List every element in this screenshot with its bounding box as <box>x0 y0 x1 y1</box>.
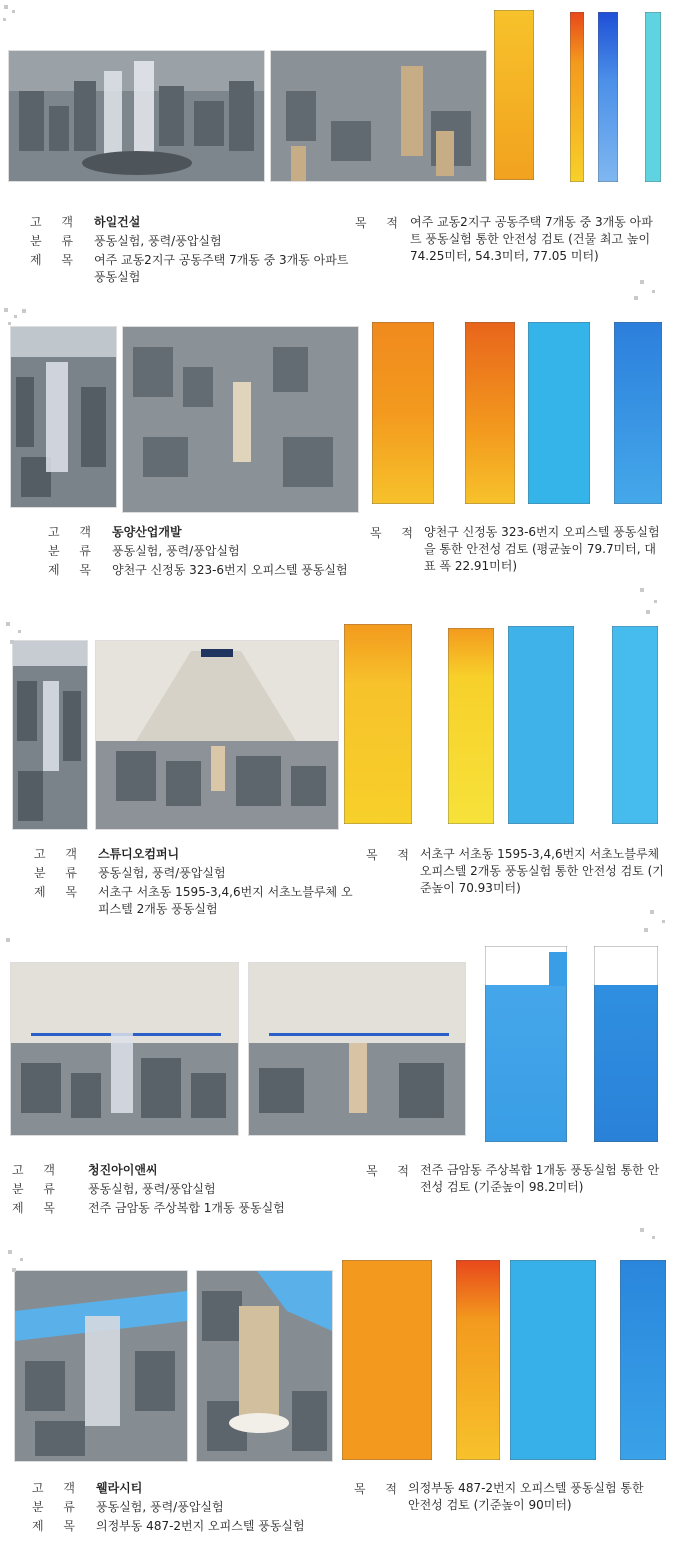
purpose-value: 전주 금암동 주상복합 1개동 풍동실험 통한 안전성 검토 (기준높이 98.2미터) <box>420 1163 660 1194</box>
purpose-value: 서초구 서초동 1595-3,4,6번지 서초노블루체 오피스텔 2개동 풍동실험 통한 안전성 검토 (기준높이 70.93미터) <box>420 847 664 895</box>
category-label: 분 류 <box>12 1182 63 1196</box>
purpose-value: 의정부동 487-2번지 오피스텔 풍동실험 통한 안전성 검토 (기준높이 90미터) <box>408 1481 644 1512</box>
category-value: 풍동실험, 풍력/풍압실험 <box>96 1500 224 1514</box>
title-label: 제 목 <box>34 885 85 899</box>
title-value: 서초구 서초동 1595-3,4,6번지 서초노블루체 오피스텔 2개동 풍동실험 <box>98 885 353 916</box>
client-name: 청진아이앤씨 <box>88 1163 158 1177</box>
client-name: 웰라시티 <box>96 1481 143 1495</box>
category-value: 풍동실험, 풍력/풍압실험 <box>94 234 222 248</box>
category-value: 풍동실험, 풍력/풍압실험 <box>112 544 240 558</box>
category-label: 분 류 <box>34 866 85 880</box>
client-name: 하일건설 <box>94 215 141 229</box>
client-label: 고 객 <box>48 525 99 539</box>
title-label: 제 목 <box>30 253 81 267</box>
category-value: 풍동실험, 풍력/풍압실험 <box>88 1182 216 1196</box>
purpose-value: 여주 교동2지구 공동주택 7개동 중 3개동 아파트 풍동실험 통한 안전성 검토 (건물 최고 높이 74.25미터, 54.3미터, 77.05 미터) <box>410 215 653 263</box>
category-label: 분 류 <box>48 544 99 558</box>
purpose-label: 목 적 <box>355 216 406 230</box>
client-name: 동양산업개발 <box>112 525 182 539</box>
title-value: 전주 금암동 주상복합 1개동 풍동실험 <box>88 1201 285 1215</box>
category-value: 풍동실험, 풍력/풍압실험 <box>98 866 226 880</box>
title-value: 의정부동 487-2번지 오피스텔 풍동실험 <box>96 1519 305 1533</box>
purpose-value: 양천구 신정동 323-6번지 오피스텔 풍동실험을 통한 안전성 검토 (평균높이 79.7미터, 대표 폭 22.91미터) <box>424 525 660 573</box>
title-value: 양천구 신정동 323-6번지 오피스텔 풍동실험 <box>112 563 348 577</box>
title-label: 제 목 <box>32 1519 83 1533</box>
purpose-label: 목 적 <box>370 526 421 540</box>
title-label: 제 목 <box>48 563 99 577</box>
client-label: 고 객 <box>30 215 81 229</box>
client-label: 고 객 <box>12 1163 63 1177</box>
client-label: 고 객 <box>34 847 85 861</box>
category-label: 분 류 <box>30 234 81 248</box>
purpose-label: 목 적 <box>366 848 417 862</box>
client-label: 고 객 <box>32 1481 83 1495</box>
title-value: 여주 교동2지구 공동주택 7개동 중 3개동 아파트 풍동실험 <box>94 253 349 284</box>
title-label: 제 목 <box>12 1201 63 1215</box>
purpose-label: 목 적 <box>354 1482 405 1496</box>
category-label: 분 류 <box>32 1500 83 1514</box>
client-name: 스튜디오컴퍼니 <box>98 847 180 861</box>
purpose-label: 목 적 <box>366 1164 417 1178</box>
